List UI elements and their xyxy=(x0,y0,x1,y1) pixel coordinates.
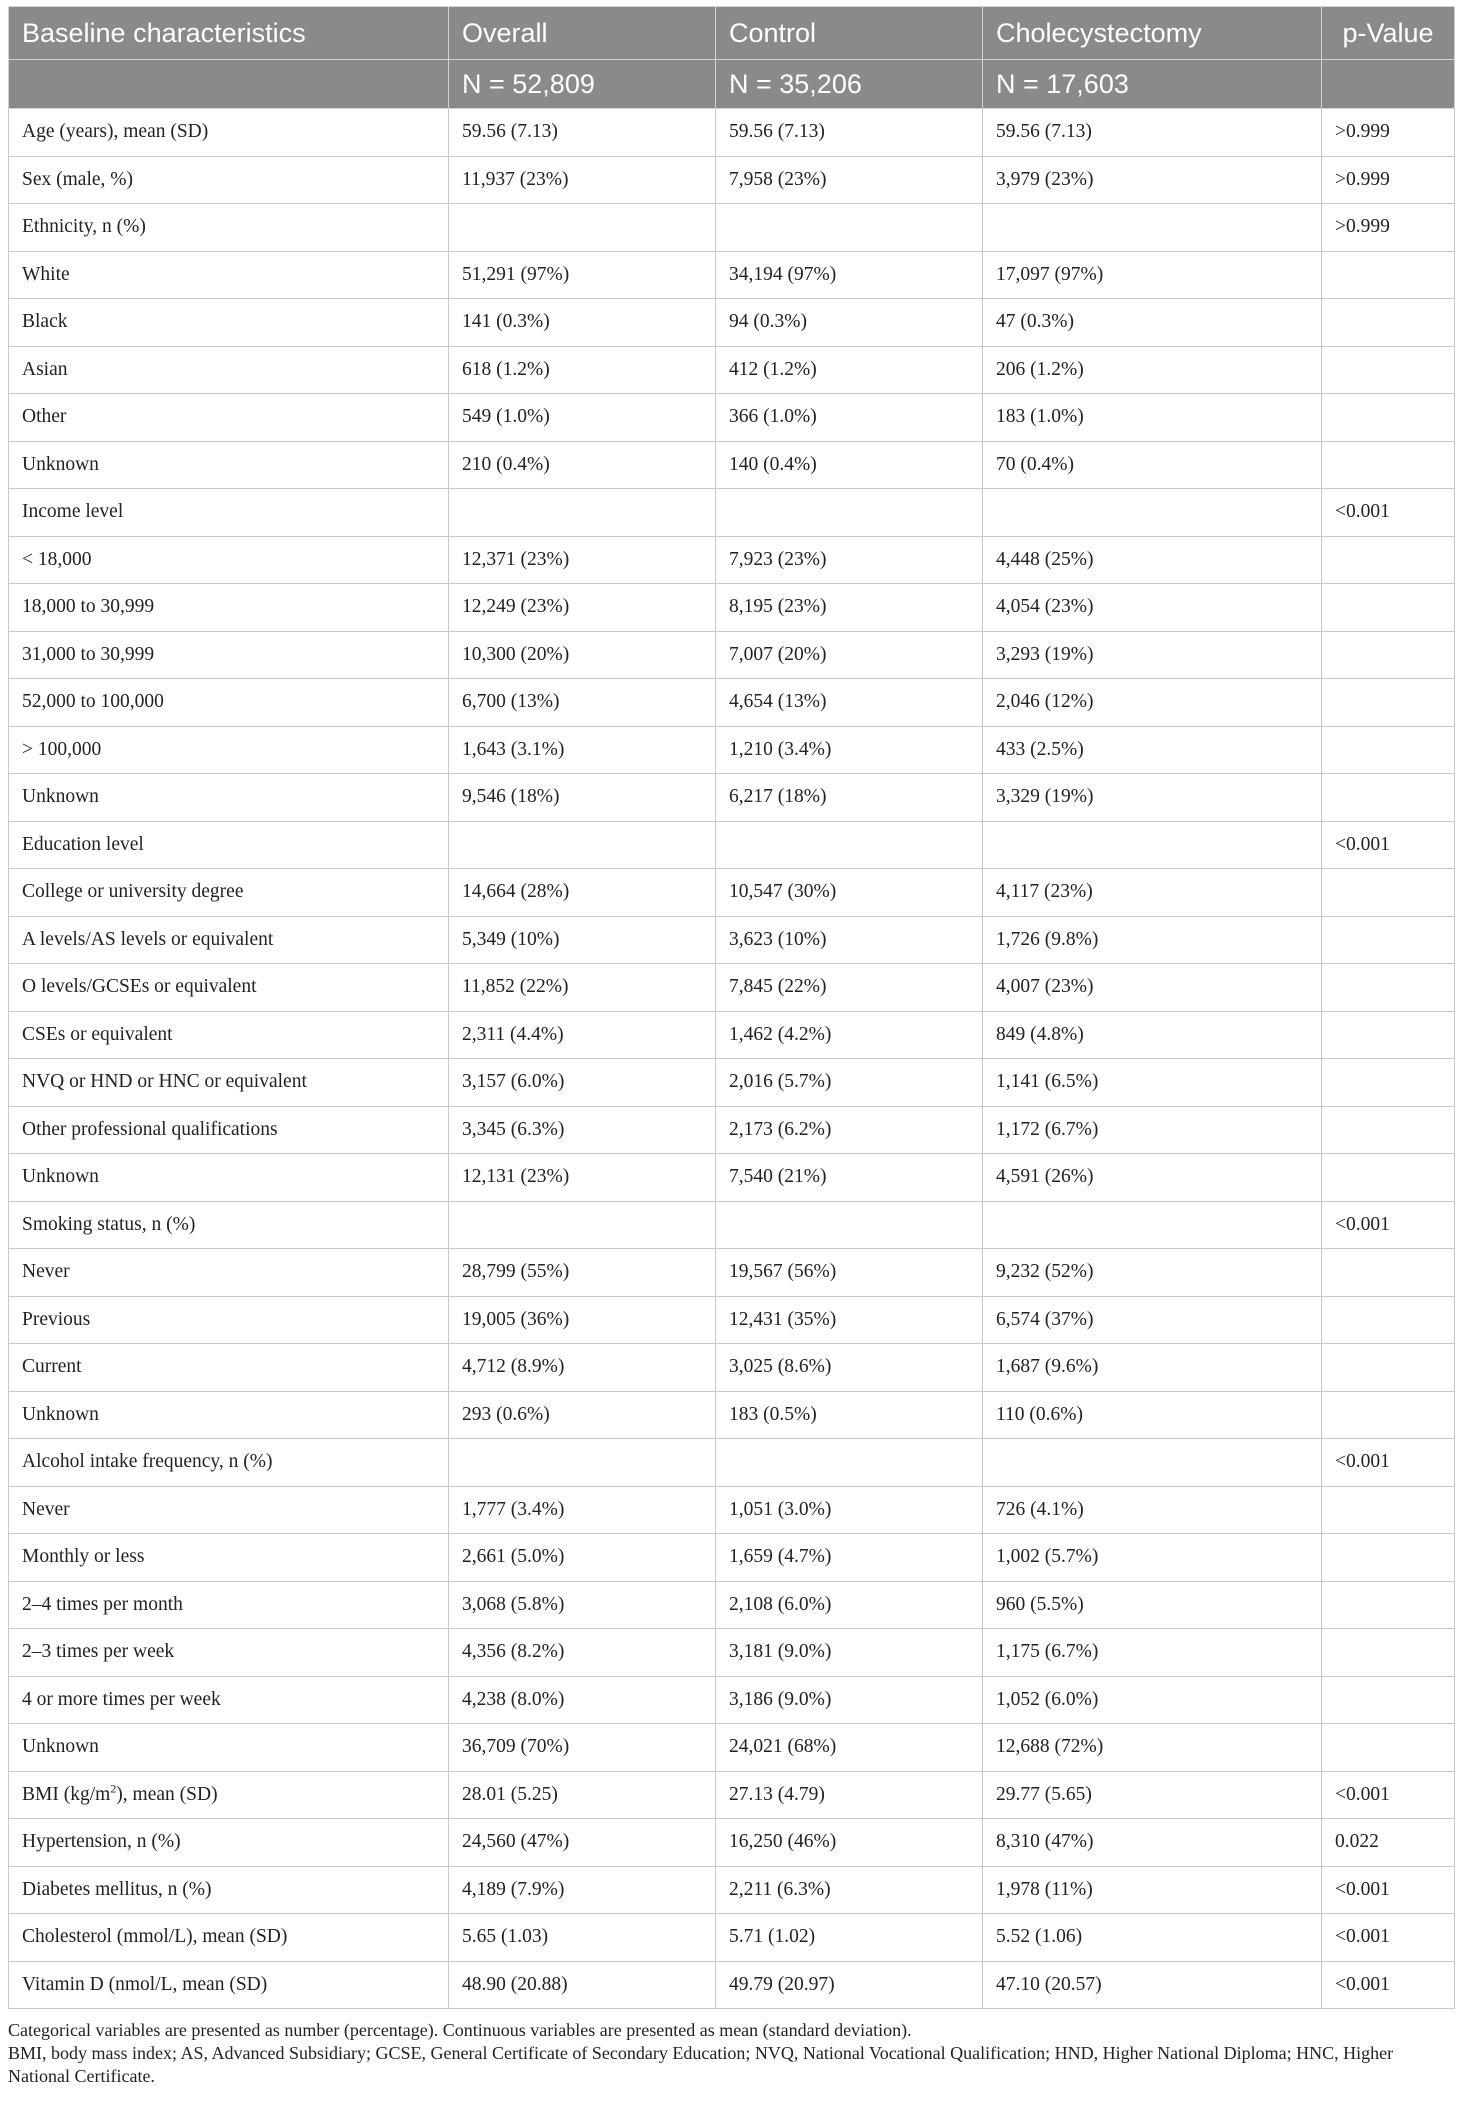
control-cell: 7,958 (23%) xyxy=(716,156,983,204)
overall-cell: 549 (1.0%) xyxy=(449,394,716,442)
control-cell xyxy=(716,204,983,252)
control-cell: 1,051 (3.0%) xyxy=(716,1486,983,1534)
overall-cell: 5.65 (1.03) xyxy=(449,1914,716,1962)
overall-cell: 1,643 (3.1%) xyxy=(449,726,716,774)
header-n-cholecystectomy: N = 17,603 xyxy=(983,60,1322,109)
overall-cell: 59.56 (7.13) xyxy=(449,109,716,157)
cholecystectomy-cell: 70 (0.4%) xyxy=(983,441,1322,489)
characteristic-cell: Unknown xyxy=(9,1154,449,1202)
characteristic-cell: Asian xyxy=(9,346,449,394)
control-cell: 59.56 (7.13) xyxy=(716,109,983,157)
p-value-cell: <0.001 xyxy=(1322,1866,1455,1914)
p-value-cell xyxy=(1322,679,1455,727)
control-cell: 16,250 (46%) xyxy=(716,1819,983,1867)
control-cell xyxy=(716,489,983,537)
p-value-cell xyxy=(1322,726,1455,774)
p-value-cell xyxy=(1322,536,1455,584)
control-cell: 7,845 (22%) xyxy=(716,964,983,1012)
cholecystectomy-cell: 1,175 (6.7%) xyxy=(983,1629,1322,1677)
control-cell: 10,547 (30%) xyxy=(716,869,983,917)
control-cell: 183 (0.5%) xyxy=(716,1391,983,1439)
cholecystectomy-cell: 47.10 (20.57) xyxy=(983,1961,1322,2009)
cholecystectomy-cell: 3,979 (23%) xyxy=(983,156,1322,204)
overall-cell: 10,300 (20%) xyxy=(449,631,716,679)
p-value-cell xyxy=(1322,964,1455,1012)
header-n-pvalue-empty xyxy=(1322,60,1455,109)
cholecystectomy-cell: 9,232 (52%) xyxy=(983,1249,1322,1297)
overall-cell: 5,349 (10%) xyxy=(449,916,716,964)
p-value-cell xyxy=(1322,916,1455,964)
cholecystectomy-cell: 3,293 (19%) xyxy=(983,631,1322,679)
cholecystectomy-cell: 5.52 (1.06) xyxy=(983,1914,1322,1962)
p-value-cell xyxy=(1322,1391,1455,1439)
control-cell: 7,007 (20%) xyxy=(716,631,983,679)
table-row xyxy=(9,1344,1455,1392)
p-value-cell xyxy=(1322,346,1455,394)
overall-cell: 36,709 (70%) xyxy=(449,1724,716,1772)
characteristic-cell: Hypertension, n (%) xyxy=(9,1819,449,1867)
superscript-2: 2 xyxy=(110,1781,117,1796)
overall-cell: 4,189 (7.9%) xyxy=(449,1866,716,1914)
table-row xyxy=(9,109,1455,157)
cholecystectomy-cell: 4,591 (26%) xyxy=(983,1154,1322,1202)
overall-cell: 4,356 (8.2%) xyxy=(449,1629,716,1677)
table-row xyxy=(9,346,1455,394)
characteristic-cell: White xyxy=(9,251,449,299)
table-row xyxy=(9,1249,1455,1297)
control-cell: 140 (0.4%) xyxy=(716,441,983,489)
overall-cell: 1,777 (3.4%) xyxy=(449,1486,716,1534)
overall-cell: 14,664 (28%) xyxy=(449,869,716,917)
table-row xyxy=(9,1201,1455,1249)
characteristic-cell: Monthly or less xyxy=(9,1534,449,1582)
table-row xyxy=(9,726,1455,774)
cholecystectomy-cell: 8,310 (47%) xyxy=(983,1819,1322,1867)
overall-cell xyxy=(449,1439,716,1487)
header-n-row xyxy=(9,60,1455,109)
control-cell: 12,431 (35%) xyxy=(716,1296,983,1344)
cholecystectomy-cell xyxy=(983,1439,1322,1487)
table-row xyxy=(9,1154,1455,1202)
table-row xyxy=(9,441,1455,489)
characteristic-cell: 18,000 to 30,999 xyxy=(9,584,449,632)
overall-cell: 2,311 (4.4%) xyxy=(449,1011,716,1059)
p-value-cell: <0.001 xyxy=(1322,1201,1455,1249)
overall-cell: 11,852 (22%) xyxy=(449,964,716,1012)
characteristic-cell: Previous xyxy=(9,1296,449,1344)
table-row xyxy=(9,1819,1455,1867)
cholecystectomy-cell: 1,687 (9.6%) xyxy=(983,1344,1322,1392)
overall-cell: 2,661 (5.0%) xyxy=(449,1534,716,1582)
control-cell: 34,194 (97%) xyxy=(716,251,983,299)
header-row xyxy=(9,7,1455,60)
table-row xyxy=(9,251,1455,299)
characteristic-cell: Unknown xyxy=(9,1391,449,1439)
cholecystectomy-cell: 1,172 (6.7%) xyxy=(983,1106,1322,1154)
overall-cell: 293 (0.6%) xyxy=(449,1391,716,1439)
cholecystectomy-cell: 849 (4.8%) xyxy=(983,1011,1322,1059)
cholecystectomy-cell: 3,329 (19%) xyxy=(983,774,1322,822)
p-value-cell xyxy=(1322,1011,1455,1059)
control-cell: 2,211 (6.3%) xyxy=(716,1866,983,1914)
p-value-cell xyxy=(1322,1724,1455,1772)
p-value-cell xyxy=(1322,441,1455,489)
header-n-overall: N = 52,809 xyxy=(449,60,716,109)
characteristic-cell: 2–4 times per month xyxy=(9,1581,449,1629)
p-value-cell: <0.001 xyxy=(1322,1771,1455,1819)
characteristic-cell: Unknown xyxy=(9,774,449,822)
control-cell xyxy=(716,1201,983,1249)
p-value-cell xyxy=(1322,1106,1455,1154)
overall-cell: 28.01 (5.25) xyxy=(449,1771,716,1819)
baseline-characteristics-table xyxy=(8,6,1455,2009)
table-row xyxy=(9,489,1455,537)
cholecystectomy-cell: 4,054 (23%) xyxy=(983,584,1322,632)
cholecystectomy-cell: 1,726 (9.8%) xyxy=(983,916,1322,964)
characteristic-cell: > 100,000 xyxy=(9,726,449,774)
control-cell: 5.71 (1.02) xyxy=(716,1914,983,1962)
header-n-empty xyxy=(9,60,449,109)
characteristic-cell: < 18,000 xyxy=(9,536,449,584)
overall-cell xyxy=(449,1201,716,1249)
p-value-cell xyxy=(1322,1344,1455,1392)
control-cell: 3,186 (9.0%) xyxy=(716,1676,983,1724)
characteristic-cell: Other professional qualifications xyxy=(9,1106,449,1154)
table-row xyxy=(9,1011,1455,1059)
cholecystectomy-cell: 59.56 (7.13) xyxy=(983,109,1322,157)
p-value-cell: <0.001 xyxy=(1322,1914,1455,1962)
baseline-table-container xyxy=(8,6,1454,2088)
control-cell: 412 (1.2%) xyxy=(716,346,983,394)
table-row xyxy=(9,1534,1455,1582)
control-cell: 1,659 (4.7%) xyxy=(716,1534,983,1582)
table-row xyxy=(9,394,1455,442)
characteristic-cell: 4 or more times per week xyxy=(9,1676,449,1724)
control-cell: 8,195 (23%) xyxy=(716,584,983,632)
control-cell: 49.79 (20.97) xyxy=(716,1961,983,2009)
table-row xyxy=(9,1439,1455,1487)
footnote-line-1: Categorical variables are presented as number (percentage). Continuous variables are presented as mean (standard deviation). xyxy=(8,2020,912,2040)
overall-cell: 6,700 (13%) xyxy=(449,679,716,727)
table-row xyxy=(9,204,1455,252)
overall-cell: 28,799 (55%) xyxy=(449,1249,716,1297)
cholecystectomy-cell: 4,448 (25%) xyxy=(983,536,1322,584)
characteristic-cell: Other xyxy=(9,394,449,442)
p-value-cell xyxy=(1322,1486,1455,1534)
table-row xyxy=(9,1106,1455,1154)
cholecystectomy-cell: 433 (2.5%) xyxy=(983,726,1322,774)
overall-cell: 3,345 (6.3%) xyxy=(449,1106,716,1154)
overall-cell: 19,005 (36%) xyxy=(449,1296,716,1344)
p-value-cell: >0.999 xyxy=(1322,204,1455,252)
control-cell: 1,210 (3.4%) xyxy=(716,726,983,774)
p-value-cell xyxy=(1322,869,1455,917)
table-row xyxy=(9,679,1455,727)
cholecystectomy-cell: 1,978 (11%) xyxy=(983,1866,1322,1914)
table-row xyxy=(9,1629,1455,1677)
control-cell: 27.13 (4.79) xyxy=(716,1771,983,1819)
characteristic-cell: College or university degree xyxy=(9,869,449,917)
overall-cell xyxy=(449,489,716,537)
cholecystectomy-cell: 6,574 (37%) xyxy=(983,1296,1322,1344)
cholecystectomy-cell: 1,052 (6.0%) xyxy=(983,1676,1322,1724)
overall-cell: 48.90 (20.88) xyxy=(449,1961,716,2009)
characteristic-cell: Current xyxy=(9,1344,449,1392)
control-cell: 94 (0.3%) xyxy=(716,299,983,347)
characteristic-cell: A levels/AS levels or equivalent xyxy=(9,916,449,964)
table-row xyxy=(9,964,1455,1012)
p-value-cell xyxy=(1322,251,1455,299)
characteristic-cell: Age (years), mean (SD) xyxy=(9,109,449,157)
table-header xyxy=(9,7,1455,109)
table-row xyxy=(9,1961,1455,2009)
p-value-cell: >0.999 xyxy=(1322,156,1455,204)
table-row xyxy=(9,916,1455,964)
cholecystectomy-cell xyxy=(983,204,1322,252)
header-baseline-characteristics: Baseline characteristics xyxy=(9,7,449,60)
cholecystectomy-cell: 47 (0.3%) xyxy=(983,299,1322,347)
overall-cell: 3,157 (6.0%) xyxy=(449,1059,716,1107)
header-control: Control xyxy=(716,7,983,60)
p-value-cell: <0.001 xyxy=(1322,489,1455,537)
control-cell: 2,016 (5.7%) xyxy=(716,1059,983,1107)
characteristic-cell: Unknown xyxy=(9,1724,449,1772)
table-row xyxy=(9,1724,1455,1772)
control-cell: 3,623 (10%) xyxy=(716,916,983,964)
characteristic-cell: 31,000 to 30,999 xyxy=(9,631,449,679)
table-row xyxy=(9,1771,1455,1819)
cholecystectomy-cell xyxy=(983,1201,1322,1249)
cholecystectomy-cell: 1,002 (5.7%) xyxy=(983,1534,1322,1582)
control-cell: 366 (1.0%) xyxy=(716,394,983,442)
characteristic-cell: Unknown xyxy=(9,441,449,489)
p-value-cell xyxy=(1322,1249,1455,1297)
header-overall: Overall xyxy=(449,7,716,60)
cholecystectomy-cell xyxy=(983,821,1322,869)
table-row xyxy=(9,1866,1455,1914)
characteristic-cell: Vitamin D (nmol/L, mean (SD) xyxy=(9,1961,449,2009)
control-cell: 3,025 (8.6%) xyxy=(716,1344,983,1392)
p-value-cell xyxy=(1322,1296,1455,1344)
control-cell: 24,021 (68%) xyxy=(716,1724,983,1772)
table-row xyxy=(9,1296,1455,1344)
header-cholecystectomy: Cholecystectomy xyxy=(983,7,1322,60)
overall-cell: 51,291 (97%) xyxy=(449,251,716,299)
overall-cell: 12,371 (23%) xyxy=(449,536,716,584)
characteristic-cell: Ethnicity, n (%) xyxy=(9,204,449,252)
table-row xyxy=(9,1914,1455,1962)
overall-cell: 3,068 (5.8%) xyxy=(449,1581,716,1629)
overall-cell: 12,249 (23%) xyxy=(449,584,716,632)
overall-cell xyxy=(449,821,716,869)
p-value-cell: <0.001 xyxy=(1322,1961,1455,2009)
control-cell: 3,181 (9.0%) xyxy=(716,1629,983,1677)
p-value-cell xyxy=(1322,584,1455,632)
control-cell xyxy=(716,1439,983,1487)
p-value-cell xyxy=(1322,1629,1455,1677)
overall-cell: 618 (1.2%) xyxy=(449,346,716,394)
control-cell: 4,654 (13%) xyxy=(716,679,983,727)
control-cell: 7,540 (21%) xyxy=(716,1154,983,1202)
cholecystectomy-cell xyxy=(983,489,1322,537)
characteristic-cell: Cholesterol (mmol/L), mean (SD) xyxy=(9,1914,449,1962)
characteristic-cell: Education level xyxy=(9,821,449,869)
control-cell xyxy=(716,821,983,869)
control-cell: 1,462 (4.2%) xyxy=(716,1011,983,1059)
characteristic-cell: 2–3 times per week xyxy=(9,1629,449,1677)
table-body xyxy=(9,109,1455,2009)
overall-cell xyxy=(449,204,716,252)
cholecystectomy-cell: 183 (1.0%) xyxy=(983,394,1322,442)
p-value-cell xyxy=(1322,394,1455,442)
cholecystectomy-cell: 4,007 (23%) xyxy=(983,964,1322,1012)
cholecystectomy-cell: 110 (0.6%) xyxy=(983,1391,1322,1439)
characteristic-cell: Sex (male, %) xyxy=(9,156,449,204)
control-cell: 2,173 (6.2%) xyxy=(716,1106,983,1154)
p-value-cell xyxy=(1322,299,1455,347)
p-value-cell xyxy=(1322,774,1455,822)
cholecystectomy-cell: 206 (1.2%) xyxy=(983,346,1322,394)
characteristic-cell: NVQ or HND or HNC or equivalent xyxy=(9,1059,449,1107)
overall-cell: 24,560 (47%) xyxy=(449,1819,716,1867)
table-row xyxy=(9,1581,1455,1629)
table-row xyxy=(9,1391,1455,1439)
overall-cell: 210 (0.4%) xyxy=(449,441,716,489)
table-row xyxy=(9,584,1455,632)
cholecystectomy-cell: 12,688 (72%) xyxy=(983,1724,1322,1772)
overall-cell: 9,546 (18%) xyxy=(449,774,716,822)
table-row xyxy=(9,1059,1455,1107)
characteristic-cell: Never xyxy=(9,1249,449,1297)
characteristic-cell: Never xyxy=(9,1486,449,1534)
header-p-value: p-Value xyxy=(1322,7,1455,60)
p-value-cell: >0.999 xyxy=(1322,109,1455,157)
control-cell: 7,923 (23%) xyxy=(716,536,983,584)
characteristic-cell: BMI $(kg/m^2)$, mean (SD) xyxy=(9,1771,449,1819)
cholecystectomy-cell: 29.77 (5.65) xyxy=(983,1771,1322,1819)
p-value-cell xyxy=(1322,1154,1455,1202)
table-footnotes xyxy=(8,2019,1454,2088)
p-value-cell xyxy=(1322,1534,1455,1582)
header-n-control: N = 35,206 xyxy=(716,60,983,109)
cholecystectomy-cell: 4,117 (23%) xyxy=(983,869,1322,917)
p-value-cell xyxy=(1322,1581,1455,1629)
overall-cell: 4,712 (8.9%) xyxy=(449,1344,716,1392)
cholecystectomy-cell: 2,046 (12%) xyxy=(983,679,1322,727)
table-row xyxy=(9,536,1455,584)
characteristic-cell: 52,000 to 100,000 xyxy=(9,679,449,727)
table-row xyxy=(9,821,1455,869)
characteristic-cell: Income level xyxy=(9,489,449,537)
table-row xyxy=(9,1676,1455,1724)
footnote-line-2: BMI, body mass index; AS, Advanced Subsidiary; GCSE, General Certificate of Secondary Education; NVQ, National Vocational Qualification; HND, Higher National Diploma; HNC, Higher National Certificate. xyxy=(8,2043,1394,2086)
table-row xyxy=(9,869,1455,917)
characteristic-cell: Black xyxy=(9,299,449,347)
characteristic-cell: CSEs or equivalent xyxy=(9,1011,449,1059)
p-value-cell: 0.022 xyxy=(1322,1819,1455,1867)
characteristic-cell: O levels/GCSEs or equivalent xyxy=(9,964,449,1012)
p-value-cell: <0.001 xyxy=(1322,1439,1455,1487)
overall-cell: 4,238 (8.0%) xyxy=(449,1676,716,1724)
control-cell: 6,217 (18%) xyxy=(716,774,983,822)
table-row xyxy=(9,774,1455,822)
characteristic-cell: Diabetes mellitus, n (%) xyxy=(9,1866,449,1914)
p-value-cell xyxy=(1322,1676,1455,1724)
p-value-cell xyxy=(1322,1059,1455,1107)
cholecystectomy-cell: 726 (4.1%) xyxy=(983,1486,1322,1534)
overall-cell: 141 (0.3%) xyxy=(449,299,716,347)
table-row xyxy=(9,299,1455,347)
characteristic-cell: Smoking status, n (%) xyxy=(9,1201,449,1249)
p-value-cell: <0.001 xyxy=(1322,821,1455,869)
control-cell: 19,567 (56%) xyxy=(716,1249,983,1297)
overall-cell: 11,937 (23%) xyxy=(449,156,716,204)
p-value-cell xyxy=(1322,631,1455,679)
cholecystectomy-cell: 17,097 (97%) xyxy=(983,251,1322,299)
overall-cell: 12,131 (23%) xyxy=(449,1154,716,1202)
table-row xyxy=(9,156,1455,204)
cholecystectomy-cell: 1,141 (6.5%) xyxy=(983,1059,1322,1107)
characteristic-cell: Alcohol intake frequency, n (%) xyxy=(9,1439,449,1487)
table-row xyxy=(9,1486,1455,1534)
cholecystectomy-cell: 960 (5.5%) xyxy=(983,1581,1322,1629)
table-row xyxy=(9,631,1455,679)
control-cell: 2,108 (6.0%) xyxy=(716,1581,983,1629)
